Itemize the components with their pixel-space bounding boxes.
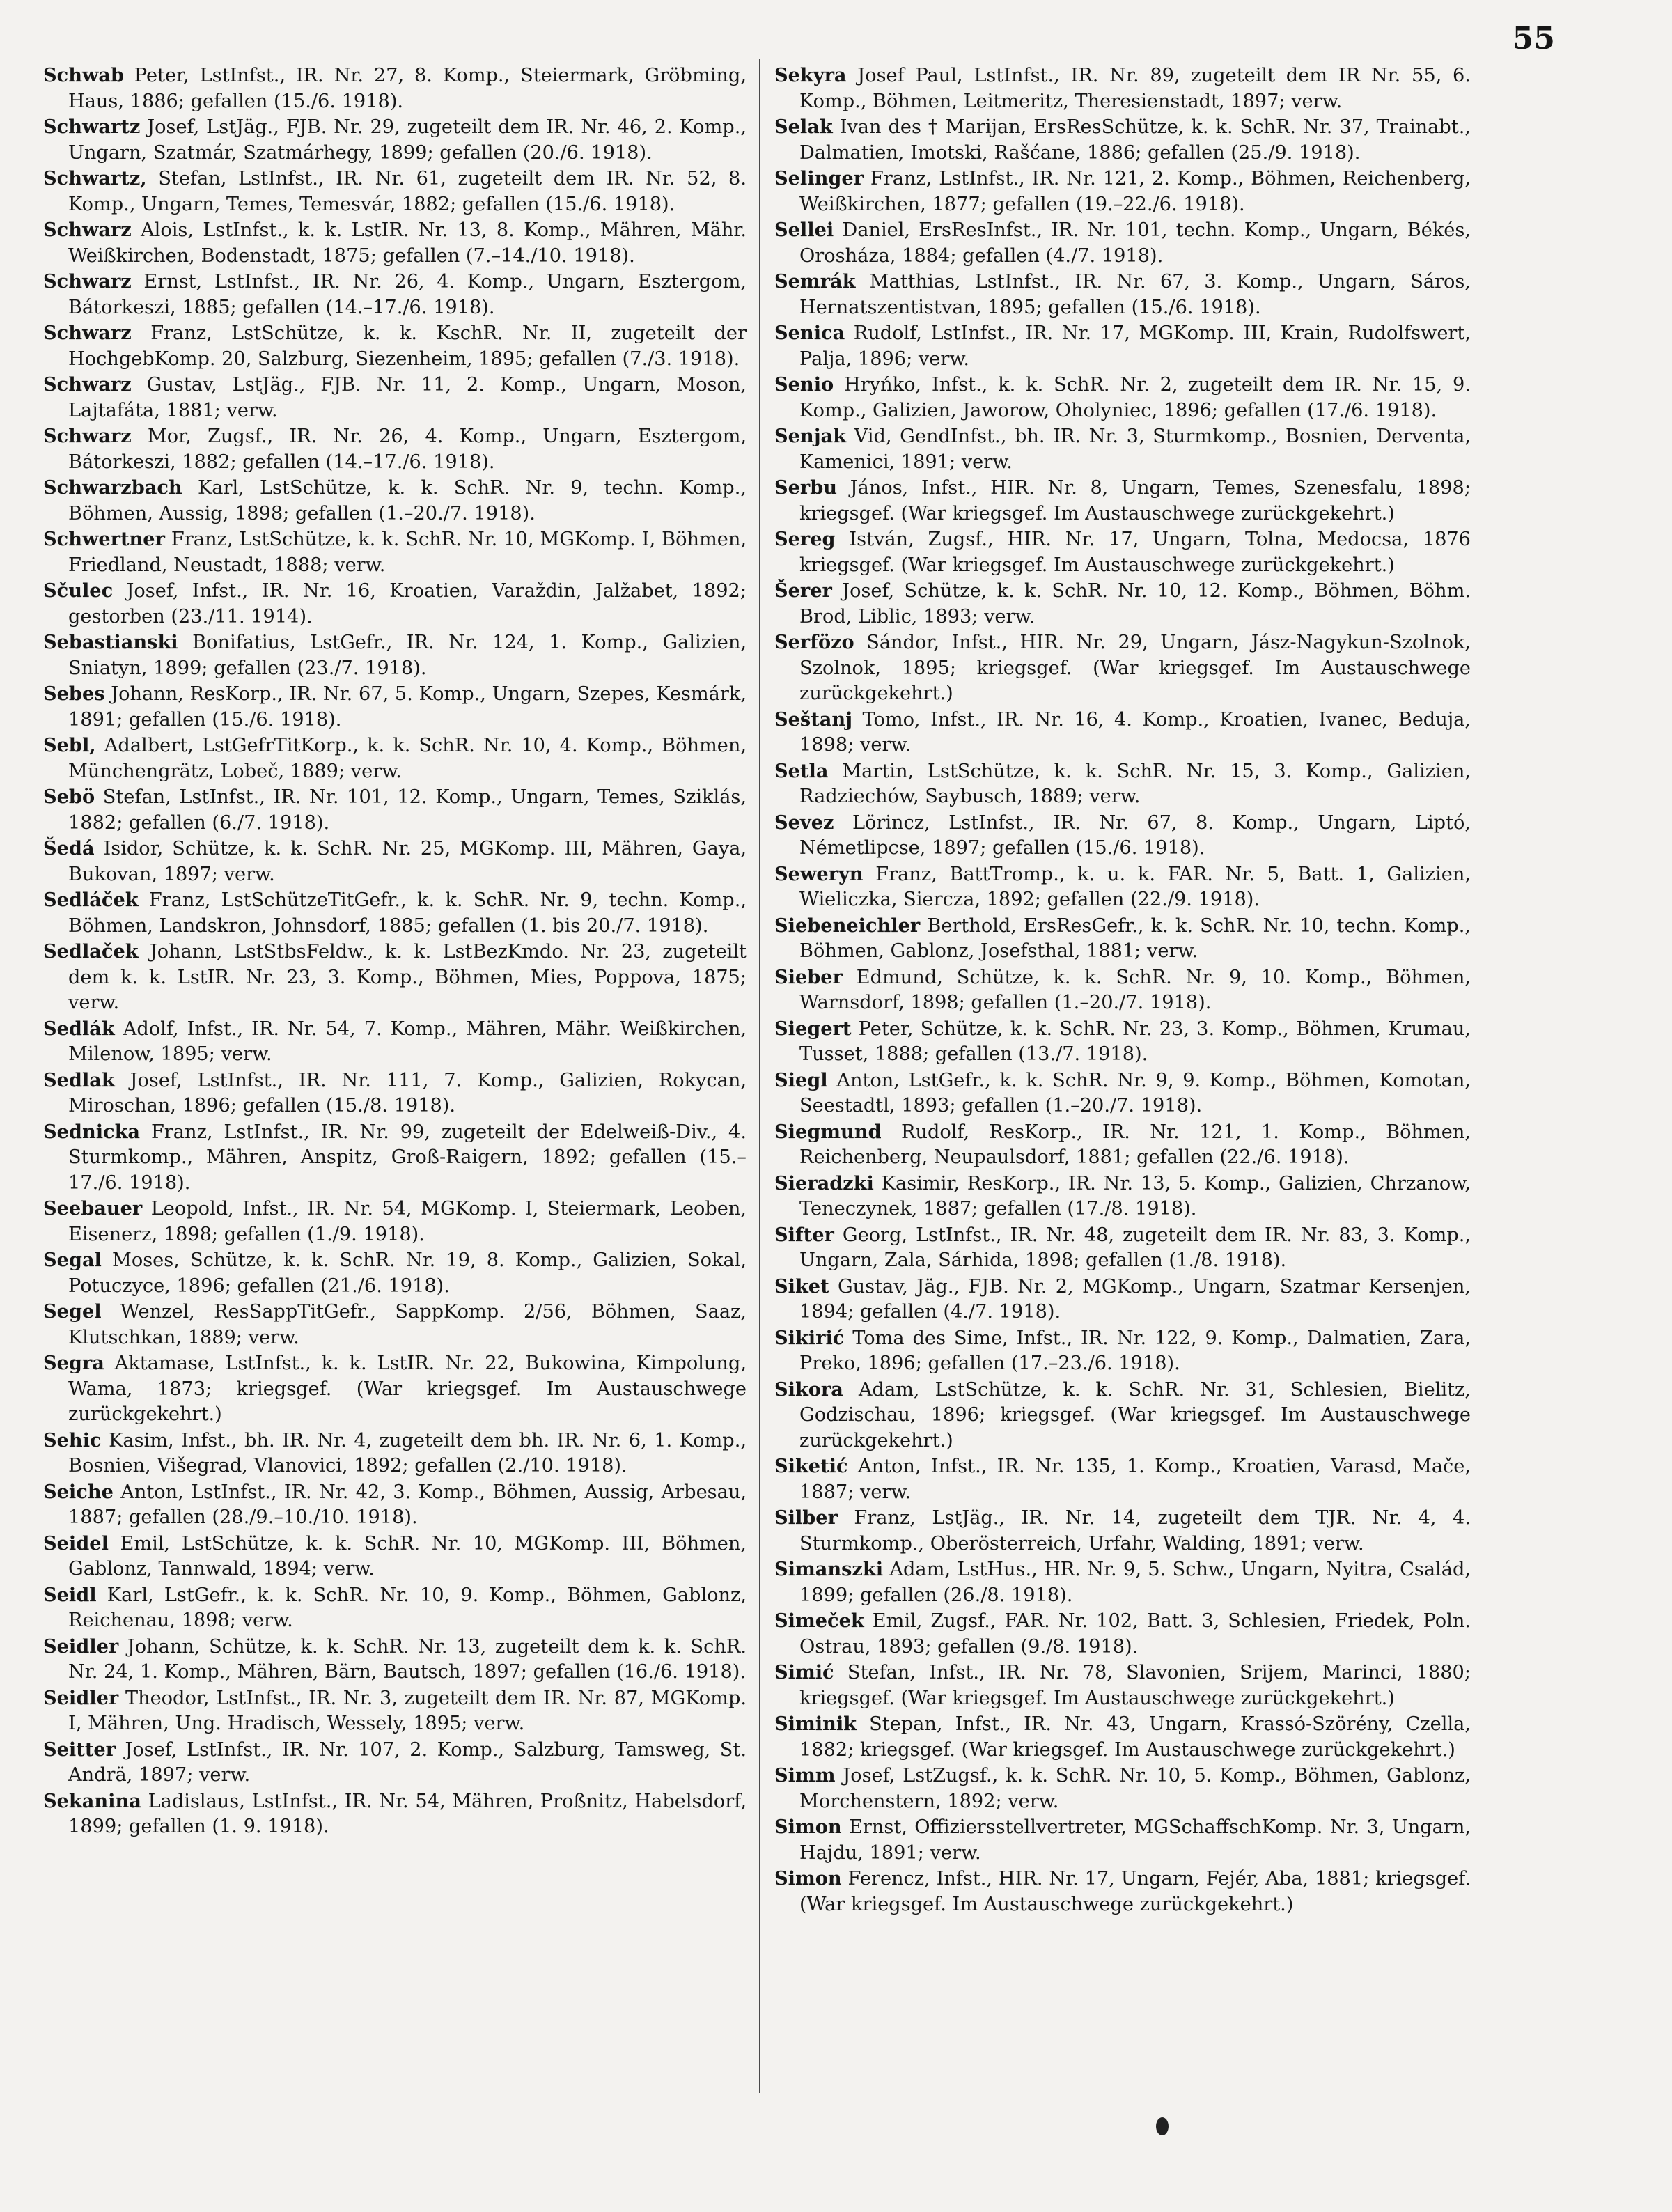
register-entry (43, 1299, 747, 1350)
entry-details: Mor, Zugsf., IR. Nr. 26, 4. Komp., Ungarn, Esztergom, Bátorkeszi, 1882; gefallen (14.–17./6. 1918). (68, 426, 747, 473)
register-entry (43, 887, 747, 939)
entry-surname: Seštanj (774, 708, 853, 731)
register-entry (43, 1582, 747, 1634)
register-entry (774, 1119, 1471, 1171)
register-entry (774, 913, 1471, 965)
entry-details: Tomo, Infst., IR. Nr. 16, 4. Komp., Kroatien, Ivanec, Beduja, 1898; verw. (799, 708, 1471, 756)
entry-details: Hryńko, Infst., k. k. SchR. Nr. 2, zugeteilt dem IR. Nr. 15, 9. Komp., Galizien, Jaworow, Oholyniec, 1896; gefallen (17./6. 1918). (799, 374, 1471, 421)
register-entry (774, 1763, 1471, 1814)
entry-details: Johann, Schütze, k. k. SchR. Nr. 13, zugeteilt dem k. k. SchR. Nr. 24, 1. Komp., Mähren, Bärn, Bautsch, 1897; gefallen (16./6. 1918). (68, 1635, 747, 1683)
entry-details: Josef, Infst., IR. Nr. 16, Kroatien, Varaždin, Jalžabet, 1892; gestorben (23./11. 1914). (68, 580, 747, 628)
entry-surname: Schwab (43, 64, 124, 86)
entry-details: Adalbert, LstGefrTitKorp., k. k. SchR. Nr. 10, 4. Komp., Böhmen, Münchengrätz, Lobeč, 1889; verw. (68, 735, 747, 782)
entry-surname: Siket (774, 1275, 829, 1298)
entry-surname: Senica (774, 322, 845, 344)
register-entry (43, 1428, 747, 1479)
entry-surname: Schwarz (43, 373, 132, 396)
entry-details: Toma des Sime, Infst., IR. Nr. 122, 9. Komp., Dalmatien, Zara, Preko, 1896; gefallen (17.–23./6. 1918). (799, 1327, 1471, 1374)
entry-surname: Simm (774, 1764, 836, 1786)
entry-details: Stefan, LstInfst., IR. Nr. 101, 12. Komp., Ungarn, Temes, Sziklás, 1882; gefallen (6./7. 1918). (68, 786, 747, 834)
entry-details: Ivan des † Marijan, ErsResSchütze, k. k. SchR. Nr. 37, Trainabt., Dalmatien, Imotski, Rašćane, 1886; gefallen (25./9. 1918). (799, 116, 1471, 164)
entry-surname: Šedá (43, 837, 95, 859)
entry-details: Daniel, ErsResInfst., IR. Nr. 101, techn. Komp., Ungarn, Békés, Orosháza, 1884; gefallen (4./7. 1918). (799, 219, 1471, 267)
register-entry (774, 1660, 1471, 1711)
entry-surname: Simeček (774, 1610, 864, 1632)
column-divider (759, 59, 760, 2093)
entry-surname: Sedlaček (43, 940, 139, 963)
entry-details: Adam, LstHus., HR. Nr. 9, 5. Schw., Ungarn, Nyitra, Család, 1899; gefallen (26./8. 1918). (799, 1559, 1471, 1606)
entry-details: Kasimir, ResKorp., IR. Nr. 13, 5. Komp., Galizien, Chrzanow, Teneczynek, 1887; gefallen (17./8. 1918). (799, 1172, 1471, 1220)
register-entry (43, 1634, 747, 1685)
entry-details: Berthold, ErsResGefr., k. k. SchR. Nr. 10, techn. Komp., Böhmen, Gablonz, Josefsthal, 1881; verw. (799, 914, 1471, 962)
entry-details: Rudolf, LstInfst., IR. Nr. 17, MGKomp. III, Krain, Rudolfswert, Palja, 1896; verw. (799, 322, 1471, 370)
register-entry (774, 269, 1471, 320)
entry-details: Adolf, Infst., IR. Nr. 54, 7. Komp., Mähren, Mähr. Weißkirchen, Milenow, 1895; verw. (68, 1018, 747, 1065)
register-entry (43, 1196, 747, 1247)
entry-surname: Siegmund (774, 1120, 882, 1143)
register-entry (774, 320, 1471, 372)
entry-surname: Sevez (774, 811, 834, 834)
entry-details: Ernst, Offiziersstellvertreter, MGSchaffschKomp. Nr. 3, Ungarn, Hajdu, 1891; verw. (799, 1816, 1471, 1864)
entry-details: Anton, Infst., IR. Nr. 135, 1. Komp., Kroatien, Varasd, Mače, 1887; verw. (799, 1456, 1471, 1503)
register-entry (774, 1325, 1471, 1377)
entry-details: Kasim, Infst., bh. IR. Nr. 4, zugeteilt dem bh. IR. Nr. 6, 1. Komp., Bosnien, Višegrad, Vlanovici, 1892; gefallen (2./10. 1918). (68, 1429, 747, 1477)
register-entry (774, 758, 1471, 810)
left-column (43, 63, 747, 1840)
entry-details: Alois, LstInfst., k. k. LstIR. Nr. 13, 8. Komp., Mähren, Mähr. Weißkirchen, Bodenstadt, 1875; gefallen (7.–14./10. 1918). (68, 219, 747, 267)
register-entry (43, 1479, 747, 1531)
register-entry (774, 63, 1471, 114)
register-entry (774, 527, 1471, 578)
register-entry (43, 1016, 747, 1068)
entry-surname: Sifter (774, 1223, 834, 1246)
entry-surname: Sedlák (43, 1017, 115, 1040)
entry-details: Franz, BattTromp., k. u. k. FAR. Nr. 5, Batt. 1, Galizien, Wieliczka, Siercza, 1892; gefallen (22./9. 1918). (799, 863, 1471, 910)
entry-surname: Siebeneichler (774, 914, 921, 937)
entry-details: Franz, LstSchütze, k. k. SchR. Nr. 10, MGKomp. I, Böhmen, Friedland, Neustadt, 1888; verw. (68, 529, 747, 576)
entry-details: Moses, Schütze, k. k. SchR. Nr. 19, 8. Komp., Galizien, Sokal, Potuczyce, 1896; gefallen (21./6. 1918). (68, 1249, 747, 1297)
entry-details: Karl, LstGefr., k. k. SchR. Nr. 10, 9. Komp., Böhmen, Gablonz, Reichenau, 1898; verw. (68, 1584, 747, 1631)
register-entry (774, 578, 1471, 630)
register-entry (43, 1737, 747, 1789)
register-entry (774, 166, 1471, 217)
entry-details: Georg, LstInfst., IR. Nr. 48, zugeteilt dem IR. Nr. 83, 3. Komp., Ungarn, Zala, Sárhida, 1898; gefallen (1./8. 1918). (799, 1224, 1471, 1271)
entry-surname: Schwarz (43, 425, 132, 447)
entry-surname: Senio (774, 373, 834, 396)
entry-surname: Šerer (774, 579, 832, 602)
entry-details: Emil, Zugsf., FAR. Nr. 102, Batt. 3, Schlesien, Friedek, Poln. Ostrau, 1893; gefallen (9./8. 1918). (799, 1610, 1471, 1658)
entry-details: Ladislaus, LstInfst., IR. Nr. 54, Mähren, Proßnitz, Habelsdorf, 1899; gefallen (1. 9. 1918). (68, 1790, 747, 1837)
entry-surname: Schwertner (43, 528, 165, 550)
register-entry (43, 1068, 747, 1119)
entry-surname: Seidler (43, 1686, 119, 1709)
register-entry (43, 836, 747, 887)
entry-details: János, Infst., HIR. Nr. 8, Ungarn, Temes, Szenesfalu, 1898; kriegsgef. (War kriegsgef. Im Austauschwege zurückgekehrt.) (799, 477, 1471, 524)
register-entry (43, 527, 747, 578)
register-entry (774, 1222, 1471, 1274)
entry-details: Aktamase, LstInfst., k. k. LstIR. Nr. 22, Bukowina, Kimpolung, Wama, 1873; kriegsgef. (War kriegsgef. Im Austauschwege zurückgekehrt.) (68, 1353, 747, 1425)
entry-surname: Sereg (774, 528, 836, 550)
entry-surname: Seweryn (774, 862, 864, 885)
register-entry (774, 1068, 1471, 1119)
page-number: 55 (1512, 21, 1555, 56)
entry-surname: Sednicka (43, 1120, 141, 1143)
register-entry (43, 372, 747, 423)
entry-surname: Sikirić (774, 1326, 845, 1349)
entry-details: Ernst, LstInfst., IR. Nr. 26, 4. Komp., Ungarn, Esztergom, Bátorkeszi, 1885; gefallen (14.–17./6. 1918). (68, 271, 747, 318)
entry-surname: Setla (774, 759, 829, 782)
entry-details: Martin, LstSchütze, k. k. SchR. Nr. 15, 3. Komp., Galizien, Radziechów, Saybusch, 1889; verw. (799, 760, 1471, 807)
register-entry (774, 1711, 1471, 1763)
entry-details: Stefan, Infst., IR. Nr. 78, Slavonien, Srijem, Marinci, 1880; kriegsgef. (War kriegsgef. Im Austauschwege zurückgekehrt.) (799, 1662, 1471, 1709)
entry-surname: Sehic (43, 1428, 102, 1451)
entry-surname: Simon (774, 1867, 842, 1890)
register-entry (43, 939, 747, 1016)
entry-details: Johann, ResKorp., IR. Nr. 67, 5. Komp., Ungarn, Szepes, Kesmárk, 1891; gefallen (15./6. 1918). (68, 683, 747, 731)
entry-surname: Selinger (774, 167, 864, 189)
entry-details: Lörincz, LstInfst., IR. Nr. 67, 8. Komp., Ungarn, Liptó, Németlipcse, 1897; gefallen (15./6. 1918). (799, 811, 1471, 859)
entry-surname: Seidler (43, 1635, 119, 1658)
entry-surname: Serbu (774, 476, 838, 499)
register-entry (43, 1531, 747, 1582)
register-entry (774, 475, 1471, 527)
entry-surname: Sellei (774, 219, 834, 241)
entry-surname: Sieradzki (774, 1171, 874, 1194)
entry-surname: Sedlak (43, 1068, 115, 1091)
entry-details: Gustav, LstJäg., FJB. Nr. 11, 2. Komp., Ungarn, Moson, Lajtafáta, 1881; verw. (68, 374, 747, 421)
entry-surname: Sebastianski (43, 631, 178, 653)
entry-details: Wenzel, ResSappTitGefr., SappKomp. 2/56, Böhmen, Saaz, Klutschkan, 1889; verw. (68, 1301, 747, 1348)
register-entry (774, 862, 1471, 913)
register-entry (774, 1814, 1471, 1866)
entry-surname: Silber (774, 1506, 838, 1529)
entry-surname: Seidel (43, 1532, 109, 1555)
entry-details: Theodor, LstInfst., IR. Nr. 3, zugeteilt dem IR. Nr. 87, MGKomp. I, Mähren, Ung. Hradisch, Wessely, 1895; verw. (68, 1687, 747, 1734)
entry-surname: Siegl (774, 1068, 828, 1091)
register-entry (774, 1505, 1471, 1557)
register-entry (774, 630, 1471, 707)
register-entry (43, 578, 747, 630)
entry-details: Josef, LstZugsf., k. k. SchR. Nr. 10, 5. Komp., Böhmen, Gablonz, Morchenstern, 1892; verw. (799, 1765, 1471, 1812)
entry-details: Anton, LstGefr., k. k. SchR. Nr. 9, 9. Komp., Böhmen, Komotan, Seestadtl, 1893; gefallen (1.–20./7. 1918). (799, 1069, 1471, 1116)
register-entry (774, 1377, 1471, 1454)
entry-surname: Sekyra (774, 64, 847, 86)
entry-surname: Sieber (774, 965, 843, 988)
entry-surname: Schwartz (43, 116, 141, 138)
entry-details: Josef, LstInfst., IR. Nr. 111, 7. Komp., Galizien, Rokycan, Miroschan, 1896; gefallen (15./8. 1918). (68, 1069, 747, 1116)
register-entry (774, 1274, 1471, 1325)
entry-details: Franz, LstSchütze, k. k. KschR. Nr. II, zugeteilt der HochgebKomp. 20, Salzburg, Siezenheim, 1895; gefallen (7./3. 1918). (68, 322, 747, 370)
entry-details: Gustav, Jäg., FJB. Nr. 2, MGKomp., Ungarn, Szatmar Kersenjen, 1894; gefallen (4./7. 1918). (799, 1275, 1471, 1323)
entry-details: Stepan, Infst., IR. Nr. 43, Ungarn, Krassó-Szörény, Czella, 1882; kriegsgef. (War kriegsgef. Im Austauschwege zurückgekehrt.) (799, 1713, 1471, 1761)
register-entry (43, 784, 747, 836)
entry-surname: Schwarz (43, 219, 132, 241)
entry-details: Edmund, Schütze, k. k. SchR. Nr. 9, 10. Komp., Böhmen, Warnsdorf, 1898; gefallen (1.–20./7. 1918). (799, 966, 1471, 1013)
register-entry (43, 63, 747, 114)
register-entry (43, 1685, 747, 1737)
register-entry (43, 733, 747, 784)
register-entry (774, 1016, 1471, 1068)
entry-details: Rudolf, ResKorp., IR. Nr. 121, 1. Komp., Böhmen, Reichenberg, Neupaulsdorf, 1881; gefallen (22./6. 1918). (799, 1121, 1471, 1168)
register-entry (43, 114, 747, 166)
entry-details: Franz, LstInfst., IR. Nr. 99, zugeteilt der Edelweiß-Div., 4. Sturmkomp., Mähren, Anspitz, Groß-Raigern, 1892; gefallen (15.–17./6. 1918). (68, 1121, 747, 1194)
entry-details: Adam, LstSchütze, k. k. SchR. Nr. 31, Schlesien, Bielitz, Godzischau, 1896; kriegsgef. (War kriegsgef. Im Austauschwege zurückgekehrt.) (799, 1378, 1471, 1451)
entry-surname: Sebl, (43, 734, 96, 756)
entry-surname: Segel (43, 1300, 102, 1323)
entry-details: Matthias, LstInfst., IR. Nr. 67, 3. Komp., Ungarn, Sáros, Hernatszentistvan, 1895; gefallen (15./6. 1918). (799, 271, 1471, 318)
entry-surname: Segra (43, 1352, 104, 1374)
entry-surname: Siminik (774, 1713, 857, 1735)
register-entry (774, 114, 1471, 166)
register-entry (774, 1608, 1471, 1660)
register-entry (774, 1171, 1471, 1222)
entry-details: Peter, LstInfst., IR. Nr. 27, 8. Komp., Steiermark, Gröbming, Haus, 1886; gefallen (15./6. 1918). (68, 65, 747, 112)
entry-details: Franz, LstJäg., IR. Nr. 14, zugeteilt dem TJR. Nr. 4, 4. Sturmkomp., Oberösterreich, Urfahr, Walding, 1891; verw. (799, 1507, 1471, 1555)
entry-details: Josef, LstInfst., IR. Nr. 107, 2. Komp., Salzburg, Tamsweg, St. Andrä, 1897; verw. (68, 1738, 747, 1786)
register-entry (43, 681, 747, 733)
entry-surname: Selak (774, 116, 833, 138)
entry-surname: Sekanina (43, 1789, 141, 1812)
entry-surname: Siketić (774, 1455, 848, 1477)
entry-details: Anton, LstInfst., IR. Nr. 42, 3. Komp., Böhmen, Aussig, Arbesau, 1887; gefallen (28./9.–10./10. 1918). (68, 1481, 747, 1528)
entry-details: Stefan, LstInfst., IR. Nr. 61, zugeteilt dem IR. Nr. 52, 8. Komp., Ungarn, Temes, Temesvár, 1882; gefallen (15./6. 1918). (68, 168, 747, 215)
register-entry (774, 965, 1471, 1016)
entry-surname: Sebes (43, 683, 105, 705)
entry-surname: Siegert (774, 1017, 852, 1040)
entry-surname: Schwarzbach (43, 476, 182, 499)
entry-details: Karl, LstSchütze, k. k. SchR. Nr. 9, techn. Komp., Böhmen, Aussig, 1898; gefallen (1.–20./7. 1918). (68, 477, 747, 524)
entry-details: Josef Paul, LstInfst., IR. Nr. 89, zugeteilt dem IR Nr. 55, 6. Komp., Böhmen, Leitmeritz, Theresienstadt, 1897; verw. (799, 65, 1471, 112)
entry-surname: Sedláček (43, 889, 139, 911)
entry-details: István, Zugsf., HIR. Nr. 17, Ungarn, Tolna, Medocsa, 1876 kriegsgef. (War kriegsgef. Im Austauschwege zurückgekehrt.) (799, 529, 1471, 576)
entry-details: Leopold, Infst., IR. Nr. 54, MGKomp. I, Steiermark, Leoben, Eisenerz, 1898; gefallen (1./9. 1918). (68, 1198, 747, 1245)
entry-surname: Schwartz, (43, 167, 147, 189)
register-entry (774, 707, 1471, 758)
register-entry (774, 217, 1471, 269)
entry-surname: Simić (774, 1661, 834, 1683)
entry-surname: Seidl (43, 1583, 97, 1606)
register-entry (43, 1119, 747, 1197)
register-entry (43, 320, 747, 372)
entry-surname: Sikora (774, 1378, 843, 1401)
entry-details: Johann, LstStbsFeldw., k. k. LstBezKmdo. Nr. 23, zugeteilt dem k. k. LstIR. Nr. 23, 3. Komp., Böhmen, Mies, Poppova, 1875; verw. (68, 941, 747, 1013)
entry-surname: Schwarz (43, 322, 132, 344)
register-entry (43, 217, 747, 269)
right-column (774, 63, 1471, 1917)
entry-surname: Sebö (43, 786, 95, 808)
entry-surname: Sčulec (43, 579, 114, 602)
register-entry (43, 166, 747, 217)
entry-surname: Segal (43, 1249, 102, 1271)
entry-surname: Seitter (43, 1738, 116, 1761)
entry-details: Josef, Schütze, k. k. SchR. Nr. 10, 12. Komp., Böhmen, Böhm. Brod, Liblic, 1893; verw. (799, 580, 1471, 628)
entry-surname: Seiche (43, 1480, 114, 1503)
register-entry (774, 423, 1471, 475)
entry-details: Bonifatius, LstGefr., IR. Nr. 124, 1. Komp., Galizien, Sniatyn, 1899; gefallen (23./7. 1918). (68, 632, 747, 679)
entry-details: Peter, Schütze, k. k. SchR. Nr. 23, 3. Komp., Böhmen, Krumau, Tusset, 1888; gefallen (13./7. 1918). (799, 1018, 1471, 1065)
entry-surname: Simon (774, 1816, 842, 1838)
register-entry (774, 1866, 1471, 1917)
register-entry (774, 1454, 1471, 1505)
register-entry (43, 1247, 747, 1299)
entry-surname: Serfözo (774, 631, 854, 653)
register-entry (43, 423, 747, 475)
entry-details: Vid, GendInfst., bh. IR. Nr. 3, Sturmkomp., Bosnien, Derventa, Kamenici, 1891; verw. (799, 426, 1471, 473)
register-entry (774, 1557, 1471, 1608)
register-entry (43, 1350, 747, 1428)
entry-details: Josef, LstJäg., FJB. Nr. 29, zugeteilt dem IR. Nr. 46, 2. Komp., Ungarn, Szatmár, Szatmárhegy, 1899; gefallen (20./6. 1918). (68, 116, 747, 164)
register-entry (43, 630, 747, 681)
entry-details: Franz, LstSchützeTitGefr., k. k. SchR. Nr. 9, techn. Komp., Böhmen, Landskron, Johnsdorf, 1885; gefallen (1. bis 20./7. 1918). (68, 889, 747, 937)
register-entry (43, 269, 747, 320)
entry-details: Emil, LstSchütze, k. k. SchR. Nr. 10, MGKomp. III, Böhmen, Gablonz, Tannwald, 1894; verw. (68, 1532, 747, 1580)
entry-details: Ferencz, Infst., HIR. Nr. 17, Ungarn, Fejér, Aba, 1881; kriegsgef. (War kriegsgef. Im Austauschwege zurückgekehrt.) (799, 1868, 1471, 1915)
entry-surname: Senjak (774, 425, 846, 447)
register-entry (774, 372, 1471, 423)
entry-details: Isidor, Schütze, k. k. SchR. Nr. 25, MGKomp. III, Mähren, Gaya, Bukovan, 1897; verw. (68, 838, 747, 885)
entry-details: Sándor, Infst., HIR. Nr. 29, Ungarn, Jász-Nagykun-Szolnok, Szolnok, 1895; kriegsgef. (War kriegsgef. Im Austauschwege zurückgekehrt.) (799, 632, 1471, 704)
ink-dot (1156, 2117, 1169, 2135)
entry-surname: Schwarz (43, 270, 132, 293)
register-entry (43, 1789, 747, 1840)
entry-surname: Semrák (774, 270, 856, 293)
entry-surname: Seebauer (43, 1197, 143, 1220)
entry-surname: Simanszki (774, 1558, 884, 1580)
register-entry (774, 810, 1471, 862)
register-entry (43, 475, 747, 527)
entry-details: Franz, LstInfst., IR. Nr. 121, 2. Komp., Böhmen, Reichenberg, Weißkirchen, 1877; gefallen (19.–22./6. 1918). (799, 168, 1471, 215)
